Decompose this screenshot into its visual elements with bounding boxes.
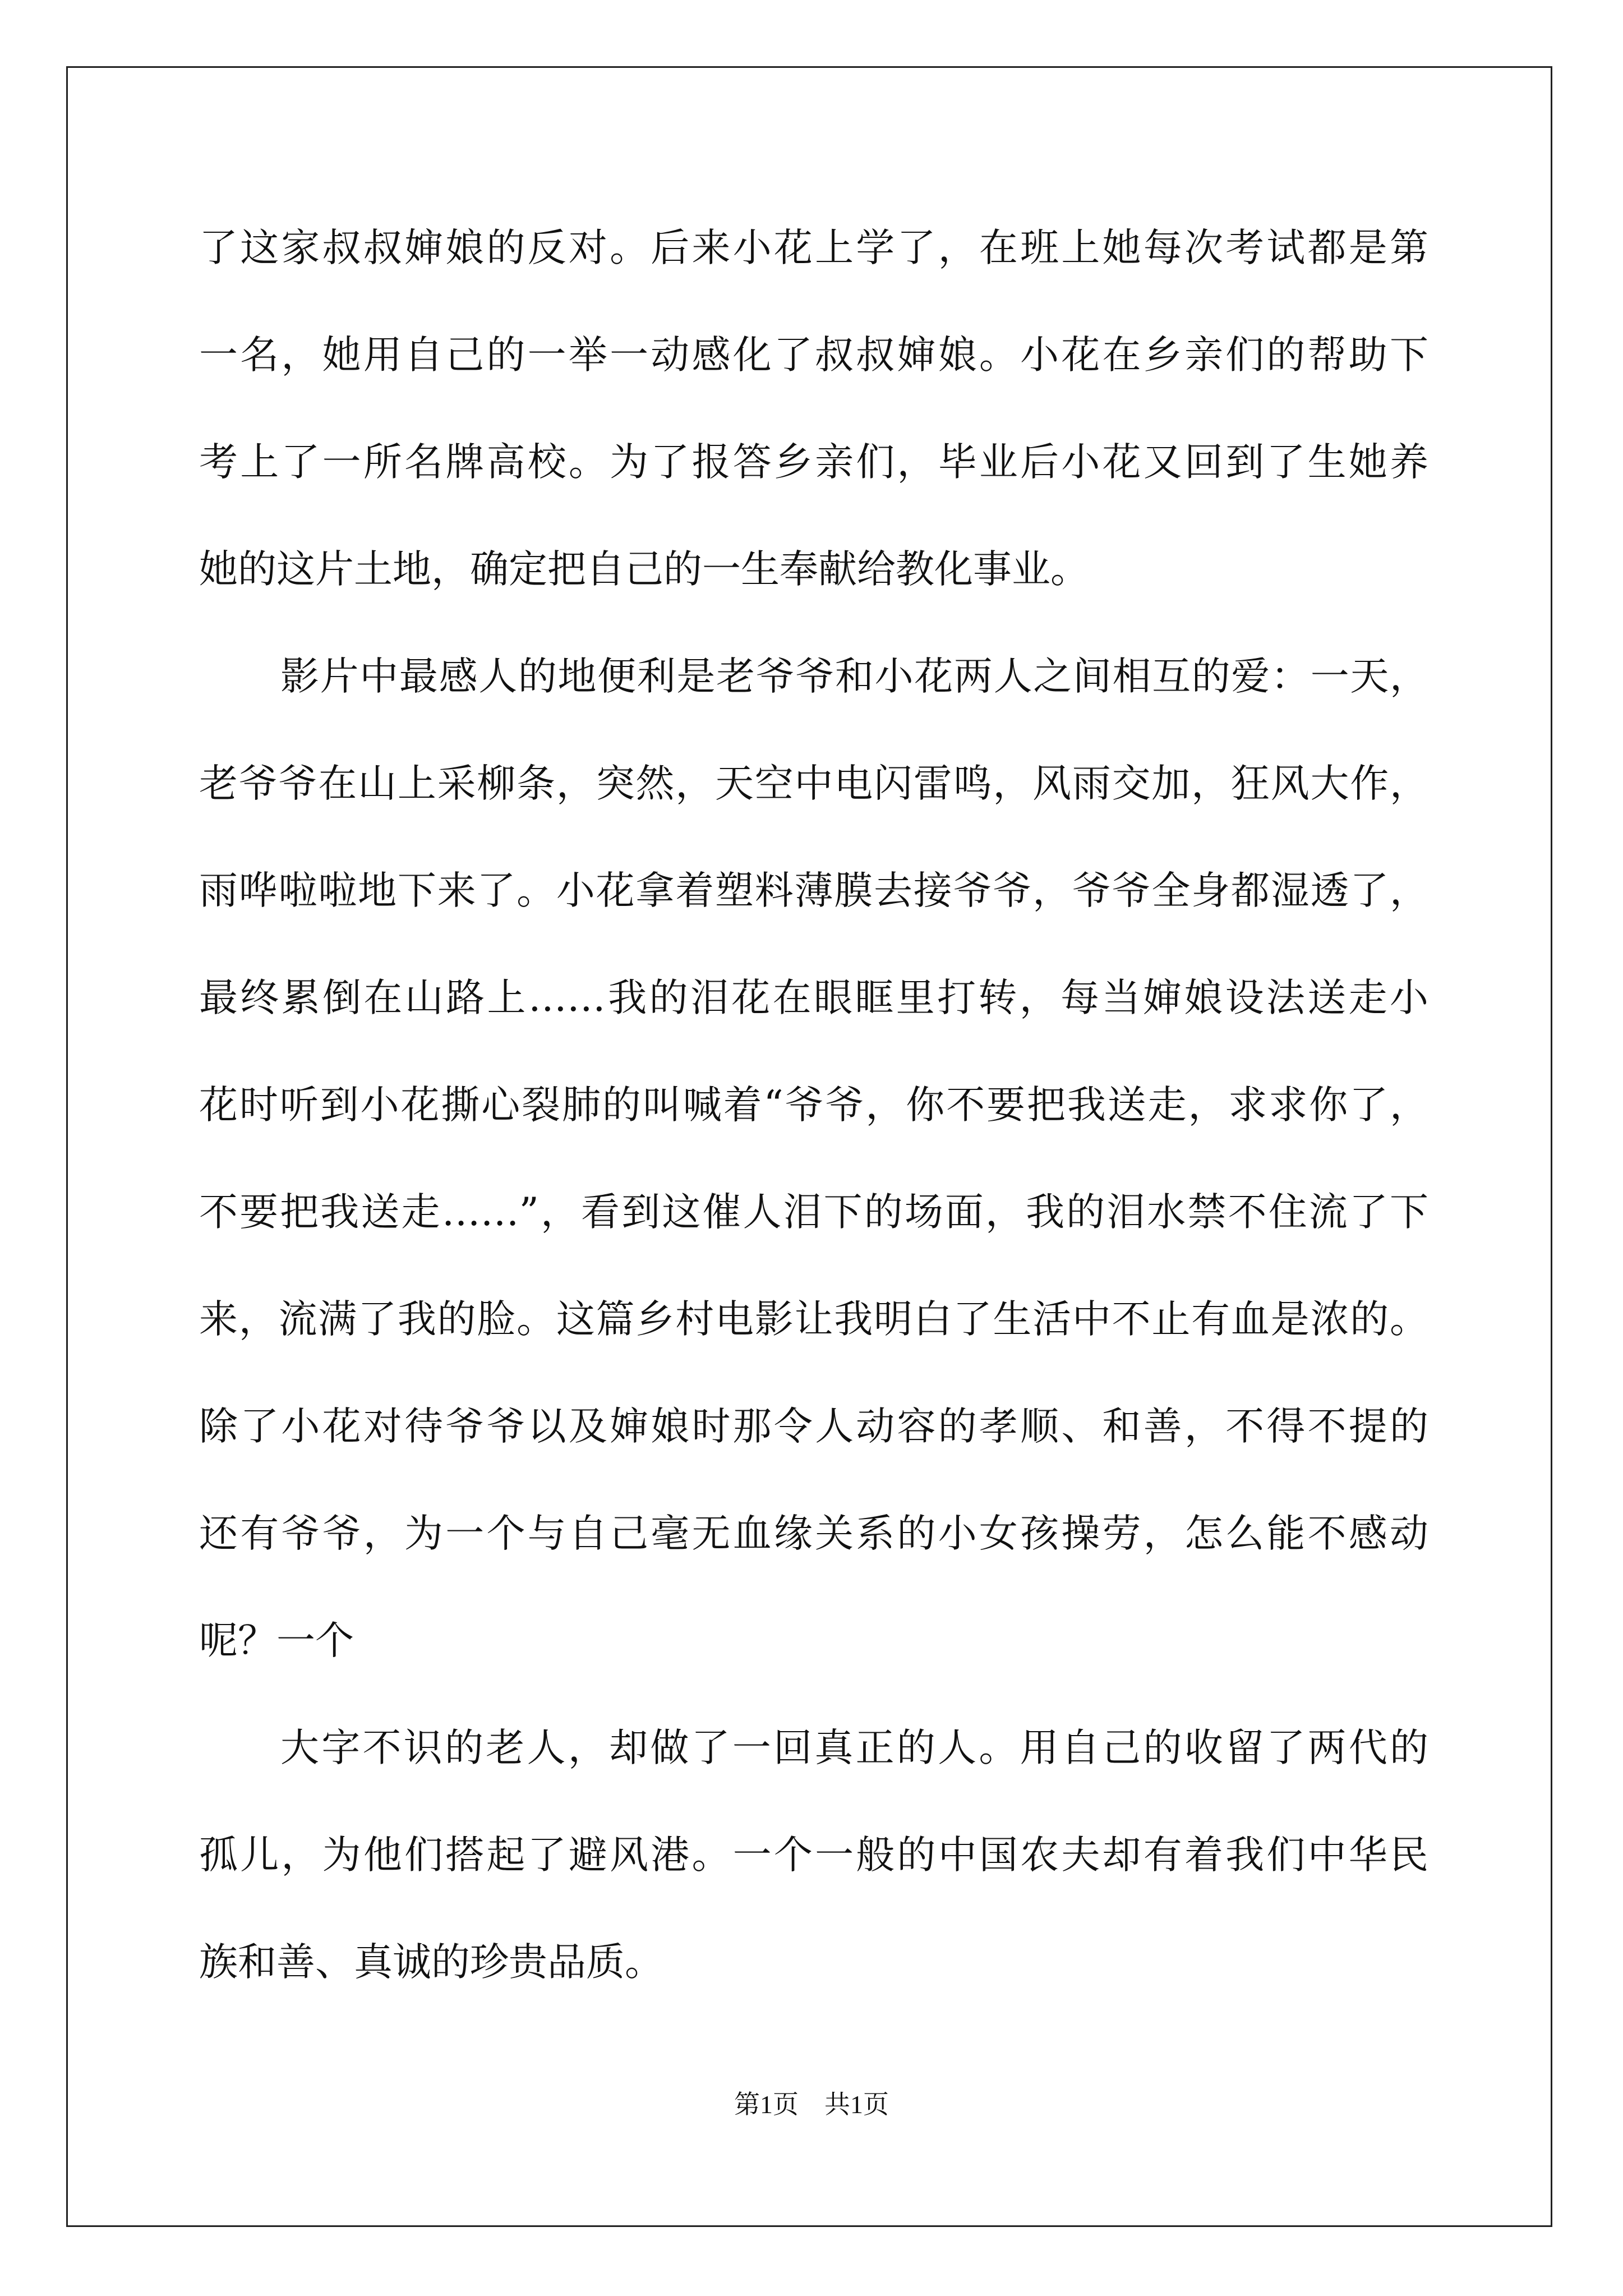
text-line: 呢？一个	[199, 1618, 354, 1663]
text-line: 了这家叔叔婶娘的反对。后来小花上学了，在班上她每次考试都是第	[199, 226, 1428, 270]
text-line: 还有爷爷，为一个与自己毫无血缘关系的小女孩操劳，怎么能不感动	[199, 1511, 1428, 1556]
text-line: 来，流满了我的脸。这篇乡村电影让我明白了生活中不止有血是浓的。	[199, 1297, 1428, 1342]
text-line: 孤儿，为他们搭起了避风港。一个一般的中国农夫却有着我们中华民	[199, 1833, 1428, 1878]
text-line: 一名，她用自己的一举一动感化了叔叔婶娘。小花在乡亲们的帮助下	[199, 333, 1428, 378]
text-line: 雨哗啦啦地下来了。小花拿着塑料薄膜去接爷爷，爷爷全身都湿透了，	[199, 868, 1428, 913]
text-line: 除了小花对待爷爷以及婶娘时那令人动容的孝顺、和善，不得不提的	[199, 1404, 1428, 1449]
text-line: 族和善、真诚的珍贵品质。	[199, 1940, 663, 1985]
text-line: 她的这片土地，确定把自己的一生奉献给教化事业。	[199, 547, 1089, 592]
paragraph-first-line: 大字不识的老人，却做了一回真正的人。用自己的收留了两代的	[280, 1726, 1428, 1770]
page-border	[66, 66, 1552, 2227]
text-line: 花时听到小花撕心裂肺的叫喊着“爷爷，你不要把我送走，求求你了，	[199, 1083, 1428, 1128]
text-line: 不要把我送走……”，看到这催人泪下的场面，我的泪水禁不住流了下	[199, 1190, 1428, 1235]
paragraph-first-line: 影片中最感人的地便利是老爷爷和小花两人之间相互的爱：一天，	[280, 654, 1428, 699]
text-line: 最终累倒在山路上……我的泪花在眼眶里打转，每当婶娘设法送走小	[199, 976, 1428, 1020]
text-line: 考上了一所名牌高校。为了报答乡亲们，毕业后小花又回到了生她养	[199, 440, 1428, 485]
page-number-footer: 第1页 共1页	[734, 2090, 889, 2119]
text-line: 老爷爷在山上采柳条，突然，天空中电闪雷鸣，风雨交加，狂风大作，	[199, 761, 1428, 806]
